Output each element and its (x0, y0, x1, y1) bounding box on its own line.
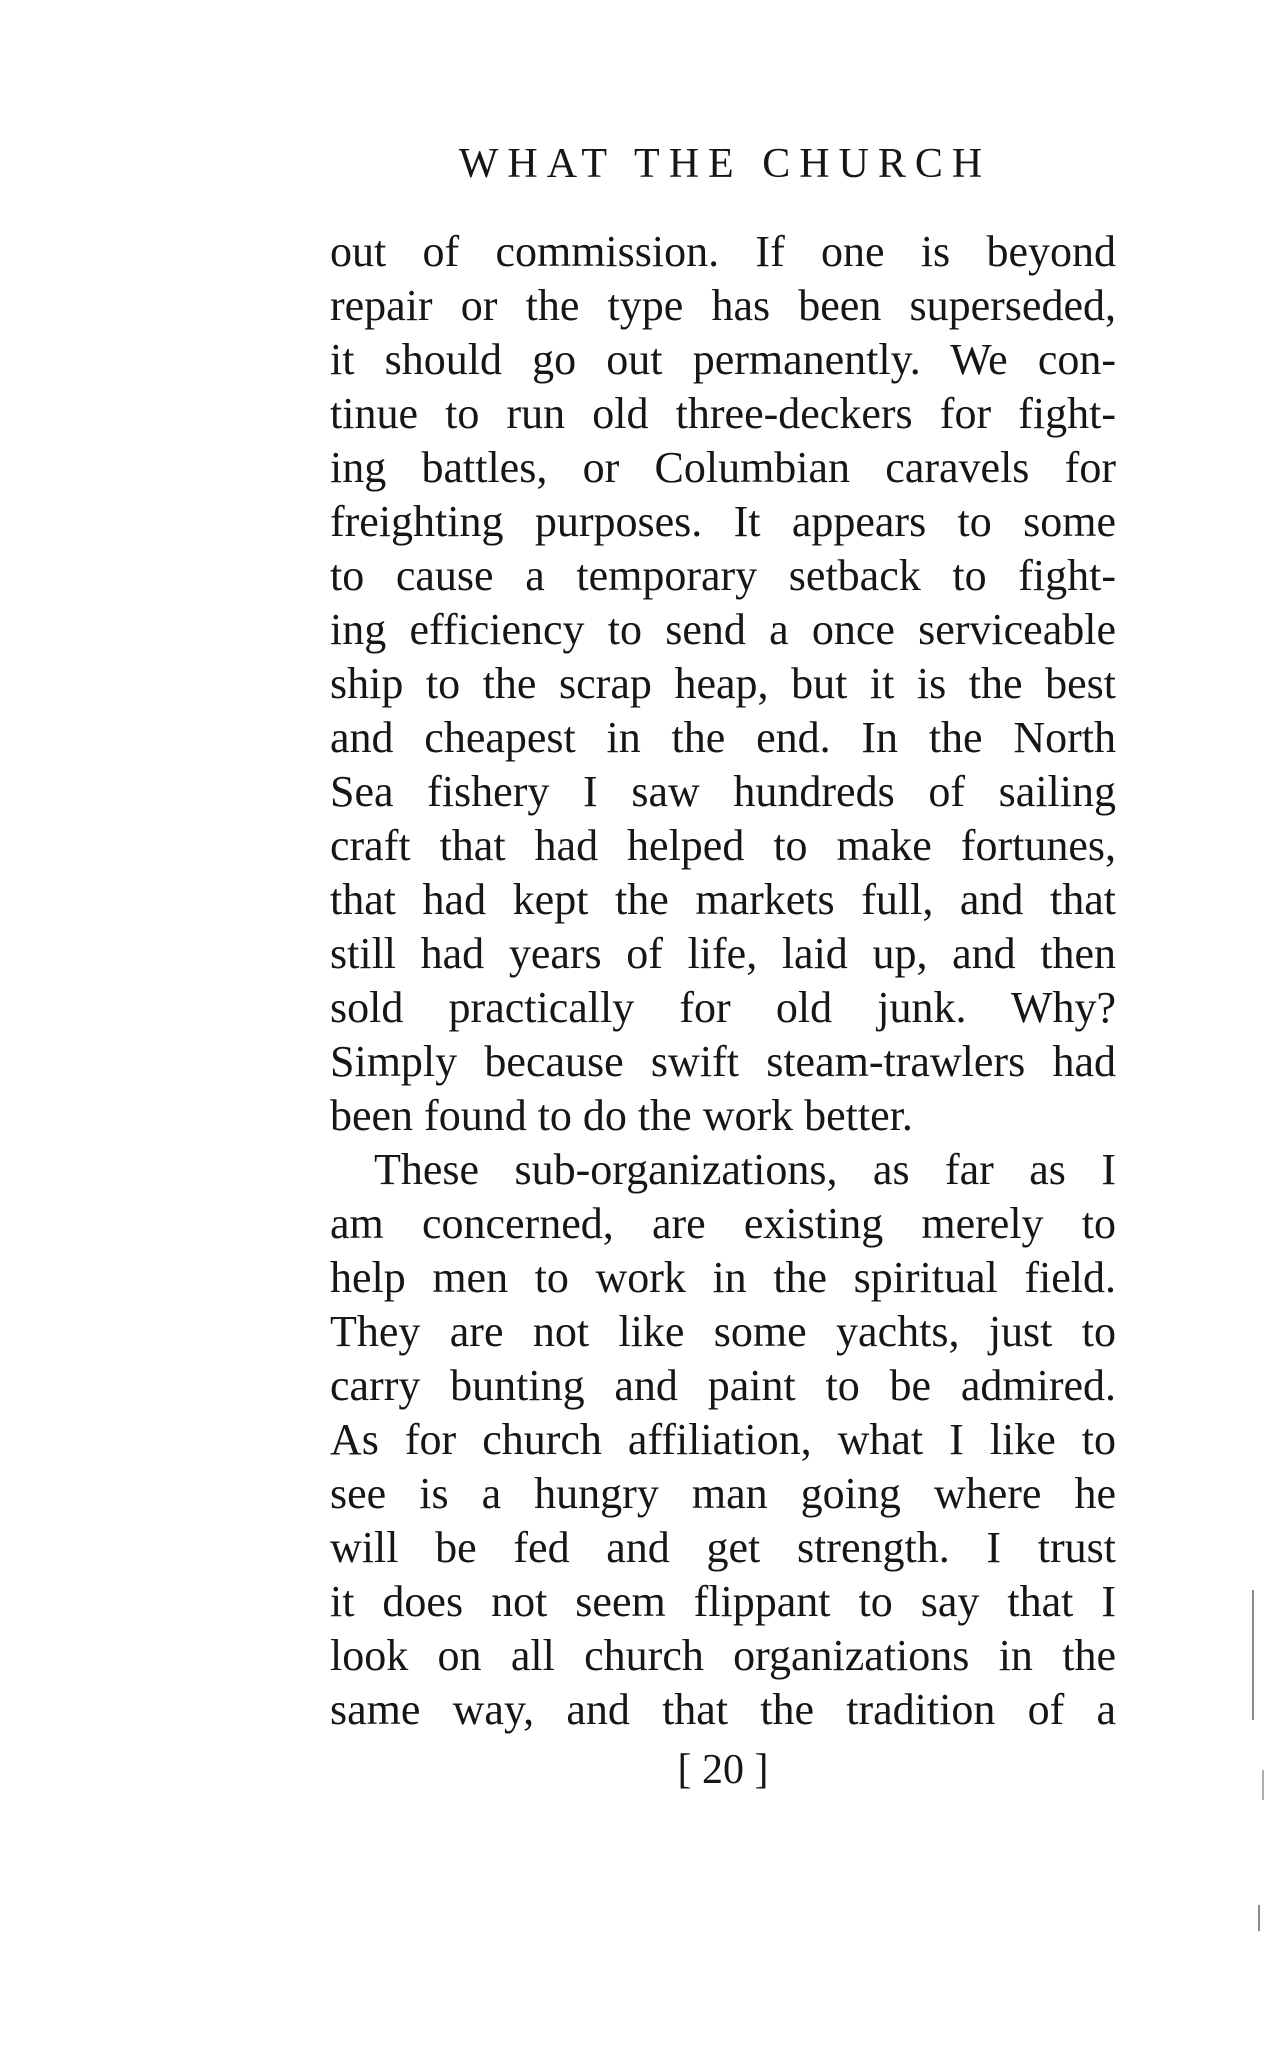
text-line: As for church affiliation, what I like to (330, 1415, 1116, 1464)
text-line: help men to work in the spiritual field. (330, 1253, 1116, 1302)
text-line: ing efficiency to send a once serviceable (330, 605, 1116, 654)
text-line: and cheapest in the end. In the North (330, 713, 1116, 762)
text-line: that had kept the markets full, and that (330, 875, 1116, 924)
scan-mark (1252, 1590, 1254, 1720)
text-line: carry bunting and paint to be admired. (330, 1361, 1116, 1410)
scan-mark (1262, 1770, 1264, 1800)
text-line: it should go out permanently. We con- (330, 335, 1116, 384)
text-line: look on all church organizations in the (330, 1631, 1116, 1680)
text-line: Simply because swift steam-trawlers had (330, 1037, 1116, 1086)
scan-mark (1258, 1905, 1260, 1931)
text-line: ing battles, or Columbian caravels for (330, 443, 1116, 492)
text-line: repair or the type has been superseded, (330, 281, 1116, 330)
text-line: tinue to run old three-deckers for fight- (330, 389, 1116, 438)
text-line: am concerned, are existing merely to (330, 1199, 1116, 1248)
text-line: it does not seem flippant to say that I (330, 1577, 1116, 1626)
text-line: to cause a temporary setback to fight- (330, 551, 1116, 600)
text-line: sold practically for old junk. Why? (330, 983, 1116, 1032)
text-line: out of commission. If one is beyond (330, 227, 1116, 276)
text-line: freighting purposes. It appears to some (330, 497, 1116, 546)
text-line: They are not like some yachts, just to (330, 1307, 1116, 1356)
text-line: same way, and that the tradition of a (330, 1685, 1116, 1734)
text-line: been found to do the work better. (330, 1091, 913, 1140)
text-line: ship to the scrap heap, but it is the best (330, 659, 1116, 708)
text-line: will be fed and get strength. I trust (330, 1523, 1116, 1572)
text-line: craft that had helped to make fortunes, (330, 821, 1116, 870)
running-head: WHAT THE CHURCH (458, 141, 992, 187)
text-line: see is a hungry man going where he (330, 1469, 1116, 1518)
text-line: These sub-organizations, as far as I (374, 1145, 1116, 1194)
text-line: Sea fishery I saw hundreds of sailing (330, 767, 1116, 816)
text-line: still had years of life, laid up, and then (330, 929, 1116, 978)
page-number: [ 20 ] (677, 1747, 769, 1793)
